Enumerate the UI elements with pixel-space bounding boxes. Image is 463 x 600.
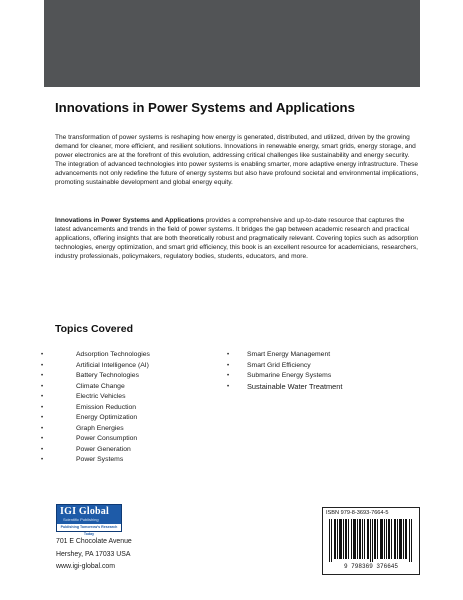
topic-item: • Power Generation — [41, 445, 150, 456]
topic-item: • Submarine Energy Systems — [227, 371, 342, 382]
book-title: Innovations in Power Systems and Applications — [55, 100, 355, 115]
bullet-icon: • — [41, 457, 44, 463]
topic-item: • Energy Optimization — [41, 413, 150, 424]
bullet-icon: • — [41, 415, 44, 421]
bullet-icon: • — [41, 383, 44, 390]
bullet-icon: • — [227, 362, 230, 369]
bullet-icon: • — [41, 352, 44, 358]
topic-item: • Battery Technologies — [41, 371, 150, 382]
cover-banner — [44, 0, 420, 87]
logo-subtitle: Scientific Publishing — [63, 517, 99, 522]
barcode-number: 9 798369 376645 — [343, 563, 398, 570]
bullet-icon: • — [41, 404, 44, 411]
logo-brand-text: IGI Global — [60, 506, 109, 517]
topic-item: • Adsorption Technologies — [41, 350, 150, 361]
topic-item: • Smart Grid Efficiency — [227, 361, 342, 372]
description-paragraph-1: The transformation of power systems is reshaping how energy is generated, distributed, and utilized, driven by the growing demand for cleaner, more efficient, and resilient solutions. Innovations in renewable energy, smart grids, energy storage, and power electronics are at the forefront of this evolution, addressing critical challenges like sustainability and energy security. The integration of advanced technologies into power systems is enabling smarter, more adaptive energy infrastructure. These advancements not only redefine the future of energy systems but also have profound societal and environmental implications, promoting sustainable development and global energy equity. — [55, 134, 419, 186]
bullet-icon: • — [227, 373, 230, 379]
bullet-icon: • — [227, 383, 230, 390]
barcode-icon — [328, 519, 414, 562]
bullet-icon: • — [41, 425, 44, 432]
bullet-icon: • — [41, 373, 44, 379]
publisher-address-line2: Hershey, PA 17033 USA — [56, 551, 131, 558]
description-paragraph-2-text: provides a comprehensive and up-to-date resource that captures the latest advancements and trends in the field of power systems. It bridges the gap between academic research and practical applications, offering insights that are both theoretically robust and pragmatically relevant. Covering topics such as adsorption technologies, energy optimization, and smart grid efficiency, this book is an excellent resource for academicians, researchers, industry professionals, policymakers, regulatory bodies, students, educators, and more. — [55, 217, 419, 260]
topic-item: • Power Consumption — [41, 434, 150, 445]
bullet-icon: • — [41, 446, 44, 453]
topic-item: • Climate Change — [41, 382, 150, 393]
isbn-label: ISBN 979-8-3693-7664-5 — [326, 510, 389, 516]
topic-item: • Electric Vehicles — [41, 392, 150, 403]
logo-tagline: Publishing Tomorrow's Research Today — [57, 524, 121, 531]
igi-global-logo — [56, 504, 122, 536]
topic-item: • Artificial Intelligence (AI) — [41, 361, 150, 372]
topic-item: • Sustainable Water Treatment — [227, 381, 343, 391]
bullet-icon: • — [41, 394, 44, 400]
topic-item: • Power Systems — [41, 455, 150, 466]
bullet-icon: • — [227, 352, 230, 358]
topics-heading: Topics Covered — [55, 323, 133, 335]
bullet-icon: • — [41, 436, 44, 442]
bullet-icon: • — [41, 362, 44, 369]
description-paragraph-2 — [55, 217, 419, 262]
topic-item: • Smart Energy Management — [227, 350, 342, 361]
isbn-barcode-box — [322, 507, 420, 575]
topics-list-right — [227, 350, 342, 392]
topic-item: • Emission Reduction — [41, 403, 150, 414]
book-title-inline: Innovations in Power Systems and Applications — [55, 217, 204, 224]
publisher-address-line1: 701 E Chocolate Avenue — [56, 538, 132, 545]
publisher-website: www.igi-global.com — [56, 563, 115, 570]
topics-list-left — [41, 350, 150, 466]
topic-item: • Graph Energies — [41, 424, 150, 435]
